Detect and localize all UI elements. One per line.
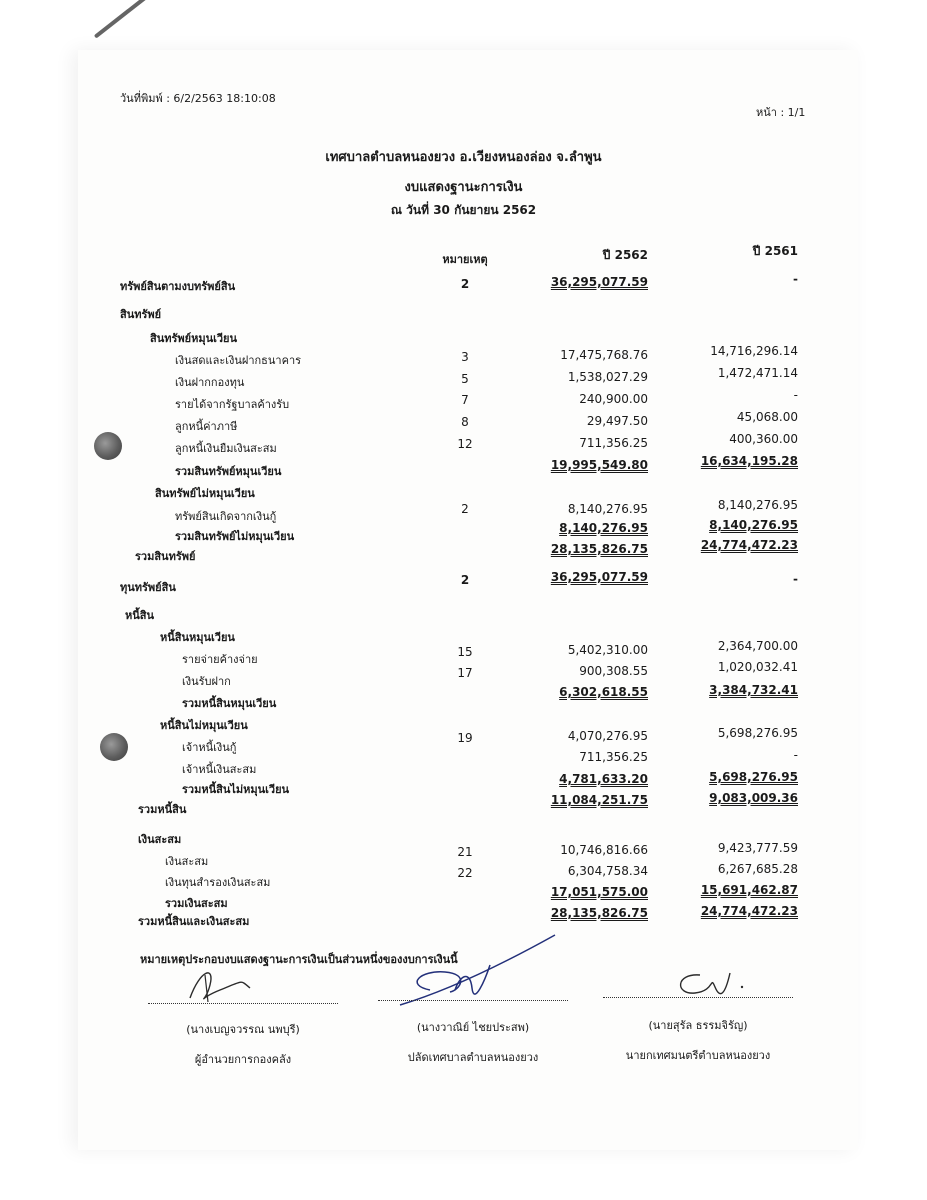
row-value-2562: 28,135,826.75	[550, 906, 648, 920]
row-note: 17	[457, 666, 473, 680]
row-label: เงินรับฝาก	[182, 675, 231, 688]
col-note: หมายเหตุ	[442, 253, 488, 266]
row-label: รวมสินทรัพย์ไม่หมุนเวียน	[175, 530, 295, 543]
row-label: ลูกหนี้เงินยืมเงินสะสม	[175, 442, 277, 455]
signature-2-name: (นางวาณิย์ ไชยประสพ)	[416, 1021, 530, 1034]
row-value-2562: 8,140,276.95	[567, 502, 648, 516]
row-value-2561: 400,360.00	[729, 432, 798, 446]
row-value-2562: 900,308.55	[579, 664, 648, 678]
row-value-2561: -	[793, 388, 798, 402]
signature-3-scribble	[670, 965, 760, 1000]
row-value-2561: 2,364,700.00	[717, 639, 798, 653]
row-value-2561: 5,698,276.95	[717, 726, 798, 740]
row-note: 22	[457, 866, 473, 880]
row-note: 2	[461, 502, 469, 516]
row-label: เงินฝากกองทุน	[175, 376, 245, 389]
row-value-2562: 36,295,077.59	[550, 275, 648, 289]
row-label: ทุนทรัพย์สิน	[120, 581, 176, 594]
row-label: รวมสินทรัพย์	[135, 550, 196, 563]
row-label: รวมหนี้สินหมุนเวียน	[182, 697, 277, 710]
row-value-2561: 1,020,032.41	[717, 660, 798, 674]
row-value-2562: 19,995,549.80	[550, 458, 648, 472]
row-value-2561: -	[793, 272, 798, 286]
row-label: รวมสินทรัพย์หมุนเวียน	[175, 465, 282, 478]
row-value-2561: 15,691,462.87	[700, 883, 798, 897]
row-value-2561: 8,140,276.95	[709, 518, 798, 532]
row-label: รวมหนี้สิน	[138, 803, 187, 816]
row-note: 3	[461, 350, 469, 364]
row-label: รายได้จากรัฐบาลค้างรับ	[175, 398, 290, 411]
row-value-2561: 24,774,472.23	[700, 904, 798, 918]
signature-line-3	[603, 997, 793, 998]
statement-title: งบแสดงฐานะการเงิน	[404, 180, 523, 195]
signature-line-2	[378, 1000, 568, 1001]
row-value-2562: 711,356.25	[579, 436, 648, 450]
row-value-2561: 5,698,276.95	[709, 770, 798, 784]
row-value-2562: 4,070,276.95	[567, 729, 648, 743]
row-label: ลูกหนี้ค่าภาษี	[175, 420, 238, 433]
row-label: เจ้าหนี้เงินสะสม	[182, 763, 257, 776]
print-date: วันที่พิมพ์ : 6/2/2563 18:10:08	[120, 92, 276, 105]
subsection-heading: สินทรัพย์ไม่หมุนเวียน	[155, 487, 255, 500]
page-number: หน้า : 1/1	[756, 106, 806, 119]
row-label: เจ้าหนี้เงินกู้	[182, 741, 237, 754]
row-note: 2	[460, 277, 470, 291]
signature-line-1	[148, 1003, 338, 1004]
row-note: 12	[457, 437, 473, 451]
row-value-2561: -	[793, 748, 798, 762]
col-2562: ปี 2562	[602, 248, 648, 262]
row-value-2561: 3,384,732.41	[709, 683, 798, 697]
row-value-2562: 17,051,575.00	[550, 885, 648, 899]
row-note: 15	[457, 645, 473, 659]
row-value-2561: 45,068.00	[736, 410, 798, 424]
signature-3-position: นายกเทศมนตรีตำบลหนองยวง	[625, 1049, 771, 1062]
row-value-2562: 711,356.25	[579, 750, 648, 764]
row-note: 5	[461, 372, 469, 386]
signature-2-scribble	[400, 930, 560, 1010]
footnote: หมายเหตุประกอบงบแสดงฐานะการเงินเป็นส่วนหนึ่งของงบการเงินนี้	[140, 953, 458, 966]
subsection-heading: หนี้สินหมุนเวียน	[160, 631, 235, 644]
signature-2-position: ปลัดเทศบาลตำบลหนองยวง	[407, 1051, 539, 1064]
row-label: รวมเงินสะสม	[165, 897, 228, 910]
signature-3-name: (นายสุรัล ธรรมจิรัญ)	[648, 1019, 748, 1032]
section-heading: เงินสะสม	[138, 833, 182, 846]
scan-streak	[94, 0, 191, 39]
org-name: เทศบาลตำบลหนองยวง อ.เวียงหนองล่อง จ.ลำพูน	[325, 150, 602, 165]
row-value-2561: 16,634,195.28	[700, 454, 798, 468]
row-value-2562: 6,304,758.34	[567, 864, 648, 878]
row-value-2561: -	[793, 572, 798, 586]
col-2561: ปี 2561	[752, 244, 798, 258]
row-value-2562: 29,497.50	[586, 414, 648, 428]
row-note: 8	[461, 415, 469, 429]
row-value-2562: 17,475,768.76	[560, 348, 648, 362]
row-label: เงินทุนสำรองเงินสะสม	[165, 876, 271, 889]
row-value-2561: 8,140,276.95	[717, 498, 798, 512]
row-note: 21	[457, 845, 473, 859]
row-value-2562: 4,781,633.20	[559, 772, 648, 786]
row-value-2562: 1,538,027.29	[567, 370, 648, 384]
row-value-2561: 6,267,685.28	[717, 862, 798, 876]
row-value-2562: 36,295,077.59	[550, 570, 648, 584]
punch-hole-top	[94, 432, 122, 460]
row-label: เงินสดและเงินฝากธนาคาร	[175, 354, 302, 367]
punch-hole-bottom	[100, 733, 128, 761]
subsection-heading: สินทรัพย์หมุนเวียน	[150, 332, 238, 345]
statement-date: ณ วันที่ 30 กันยายน 2562	[390, 203, 537, 217]
row-value-2562: 5,402,310.00	[567, 643, 648, 657]
row-label: ทรัพย์สินตามงบทรัพย์สิน	[120, 280, 236, 293]
row-value-2562: 11,084,251.75	[550, 793, 648, 807]
row-label: ทรัพย์สินเกิดจากเงินกู้	[175, 510, 277, 523]
row-value-2561: 14,716,296.14	[710, 344, 798, 358]
section-heading: หนี้สิน	[125, 609, 155, 622]
row-note: 2	[460, 573, 470, 587]
row-label: รวมหนี้สินไม่หมุนเวียน	[182, 783, 290, 796]
row-value-2562: 10,746,816.66	[560, 843, 648, 857]
row-label: รวมหนี้สินและเงินสะสม	[138, 915, 250, 928]
subsection-heading: หนี้สินไม่หมุนเวียน	[160, 719, 248, 732]
row-value-2562: 28,135,826.75	[550, 542, 648, 556]
row-note: 7	[461, 393, 469, 407]
row-label: เงินสะสม	[165, 855, 209, 868]
signature-1-name: (นางเบญจวรรณ นพบุรี)	[186, 1023, 300, 1036]
signature-1-position: ผู้อำนวยการกองคลัง	[194, 1053, 292, 1066]
row-value-2561: 24,774,472.23	[700, 538, 798, 552]
row-value-2561: 1,472,471.14	[717, 366, 798, 380]
row-note: 19	[457, 731, 473, 745]
row-value-2561: 9,083,009.36	[709, 791, 798, 805]
row-value-2562: 240,900.00	[579, 392, 648, 406]
row-value-2562: 6,302,618.55	[559, 685, 648, 699]
row-value-2561: 9,423,777.59	[717, 841, 798, 855]
row-label: รายจ่ายค้างจ่าย	[182, 653, 258, 666]
section-heading: สินทรัพย์	[120, 308, 162, 321]
signature-1-scribble	[180, 960, 260, 1005]
row-value-2562: 8,140,276.95	[559, 521, 648, 535]
